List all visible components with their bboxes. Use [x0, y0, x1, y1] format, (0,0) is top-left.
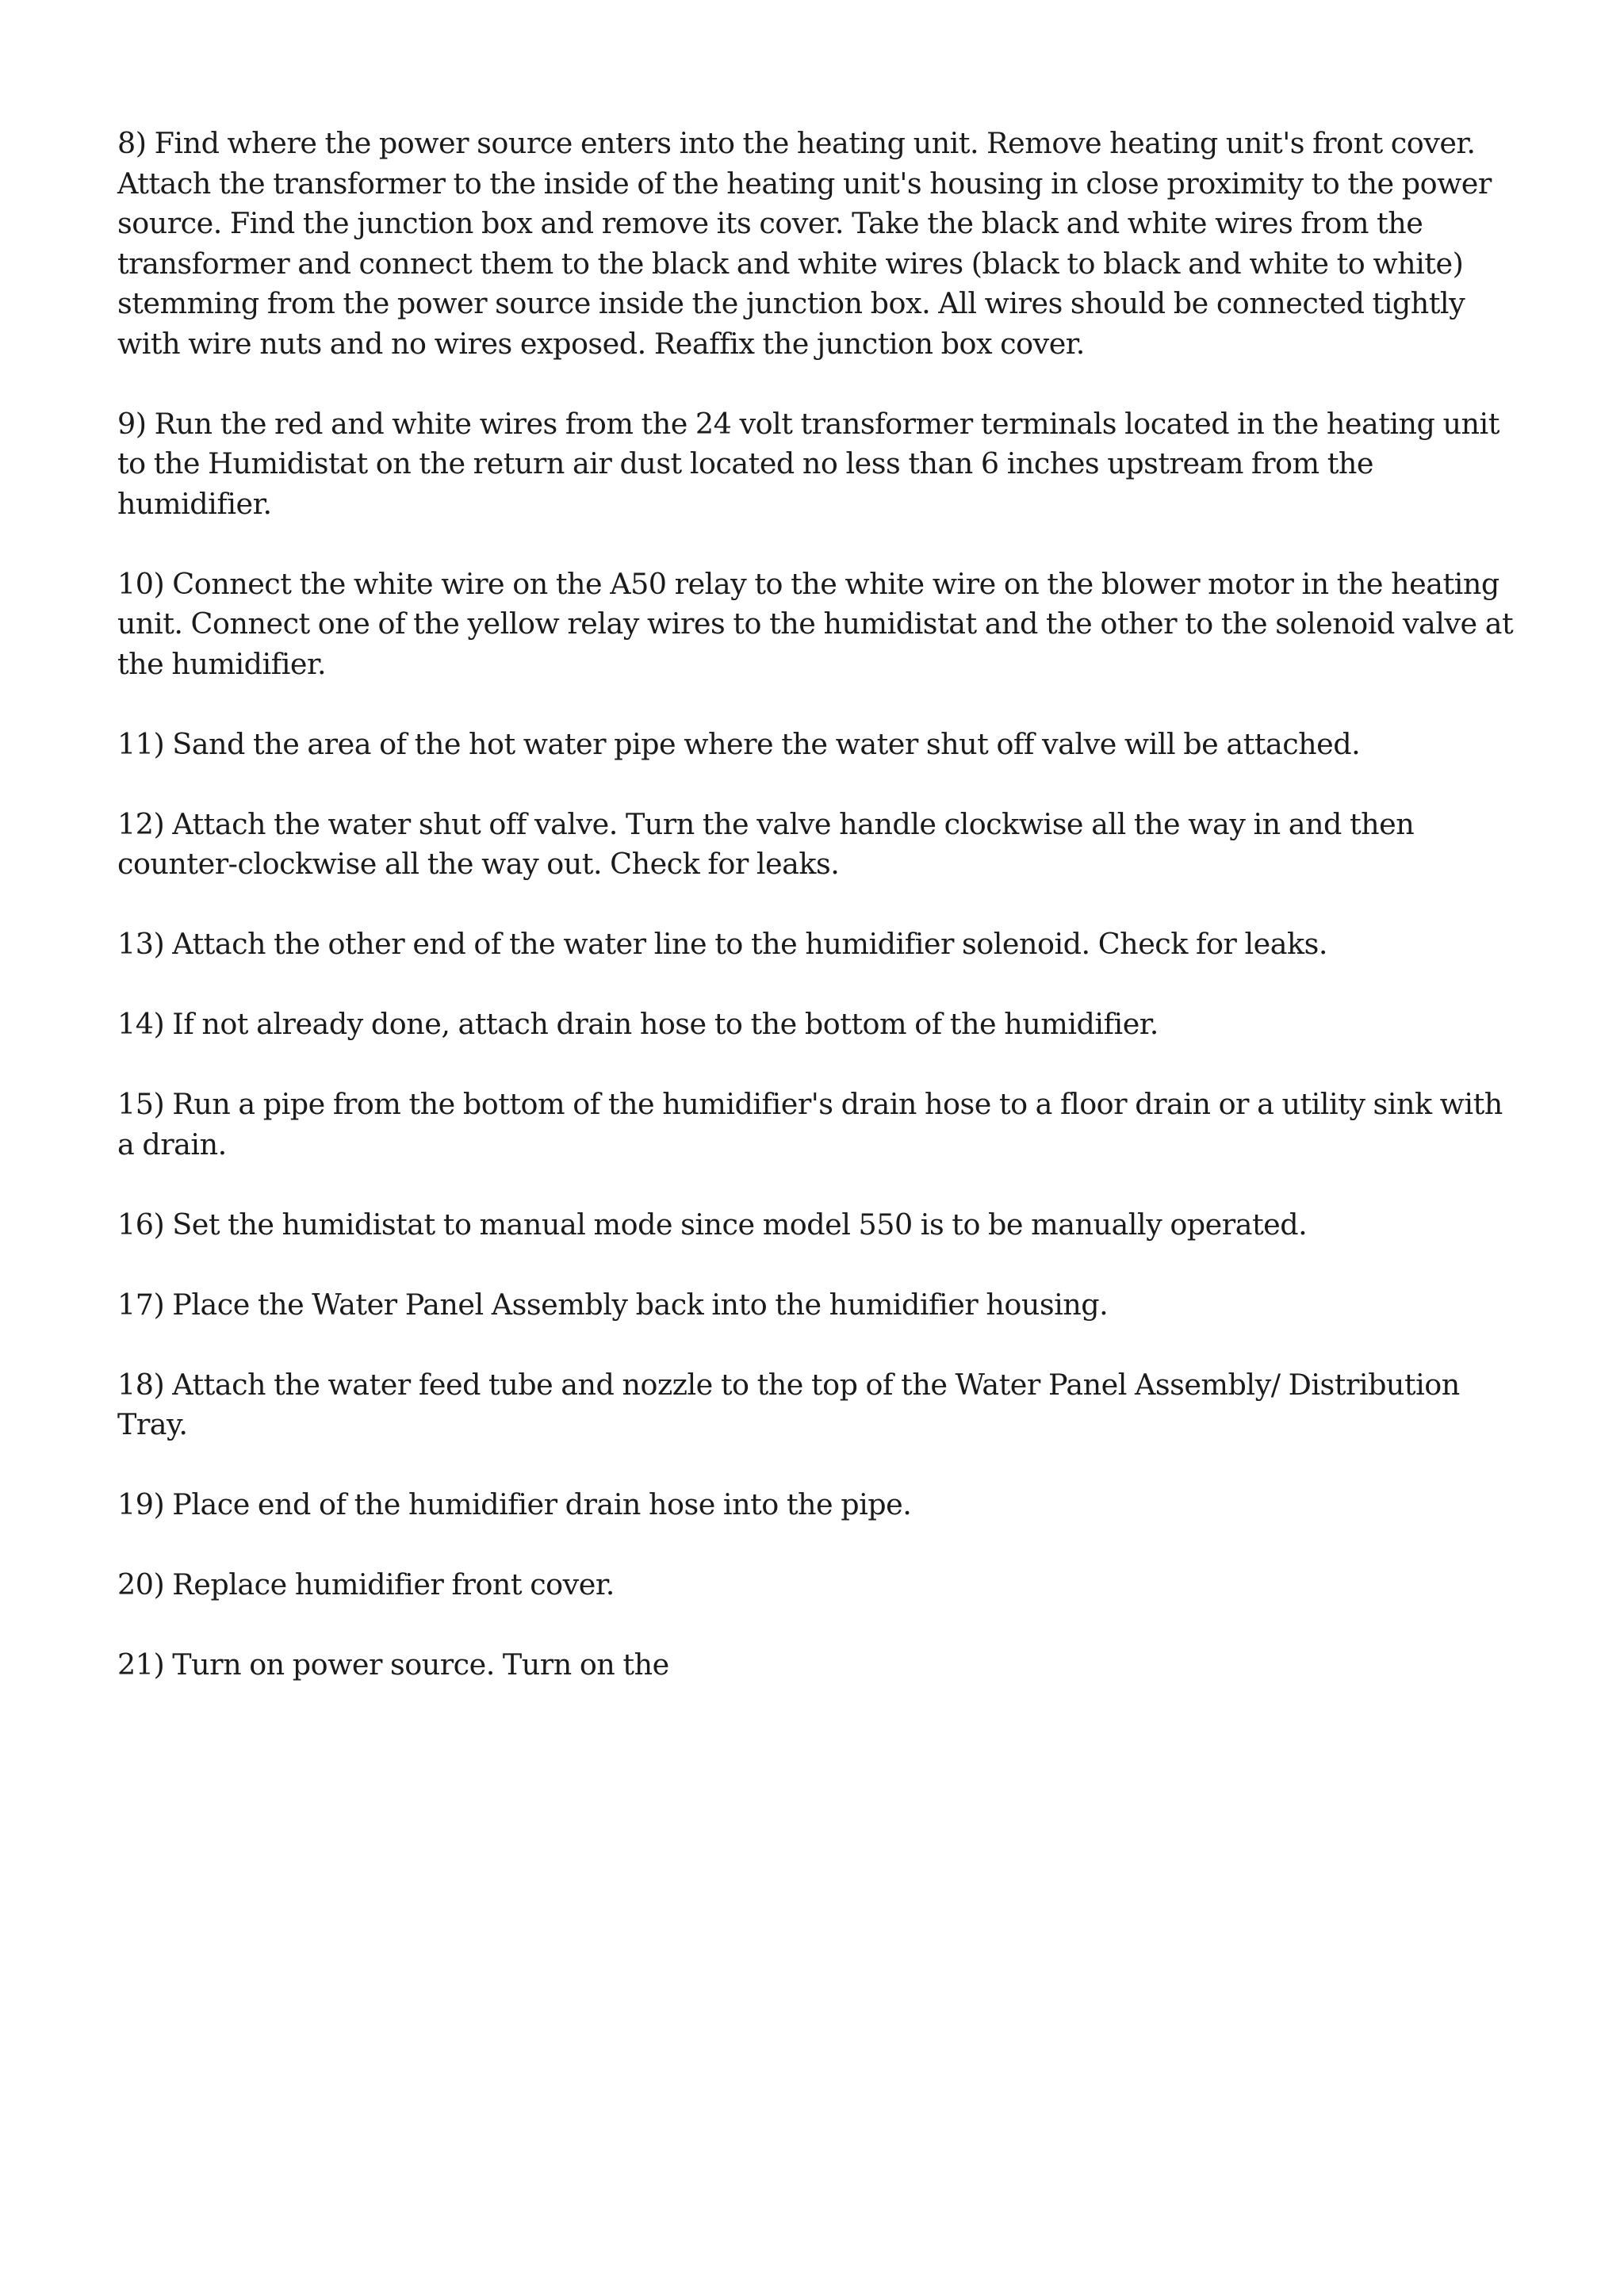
- step-16: 16) Set the humidistat to manual mode since model 550 is to be manually operated.: [117, 1207, 1308, 1242]
- instructions-body: [117, 124, 1521, 1725]
- step-20: 20) Replace humidifier front cover.: [117, 1567, 615, 1601]
- step-10: 10) Connect the white wire on the A50 relay to the white wire on the blower motor in the heating unit. Connect one of the yellow relay wires to the humidistat and the other to the solenoid valve at the humidifier.: [117, 566, 1514, 681]
- step-21: 21) Turn on power source. Turn on the: [117, 1647, 669, 1682]
- step-18: 18) Attach the water feed tube and nozzle to the top of the Water Panel Assembly/ Distribution Tray.: [117, 1367, 1460, 1441]
- step-19: 19) Place end of the humidifier drain hose into the pipe.: [117, 1487, 912, 1521]
- step-8: 8) Find where the power source enters into the heating unit. Remove heating unit's front cover. Attach the transformer to the inside of the heating unit's housing in close proximity to the power source. Find the junction box and remove its cover. Take the black and white wires from the transformer and connect them to the black and white wires (black to black and white to white) stemming from the power source inside the junction box. All wires should be connected tightly with wire nuts and no wires exposed. Reaffix the junction box cover.: [117, 126, 1492, 361]
- step-13: 13) Attach the other end of the water line to the humidifier solenoid. Check for leaks.: [117, 927, 1327, 961]
- step-9: 9) Run the red and white wires from the 24 volt transformer terminals located in the heating unit to the Humidistat on the return air dust located no less than 6 inches upstream from the humidifier.: [117, 406, 1500, 521]
- step-17: 17) Place the Water Panel Assembly back into the humidifier housing.: [117, 1287, 1109, 1322]
- step-14: 14) If not already done, attach drain hose to the bottom of the humidifier.: [117, 1007, 1159, 1041]
- step-15: 15) Run a pipe from the bottom of the humidifier's drain hose to a floor drain or a utility sink with a drain.: [117, 1087, 1503, 1161]
- step-11: 11) Sand the area of the hot water pipe where the water shut off valve will be attached.: [117, 726, 1361, 761]
- step-12: 12) Attach the water shut off valve. Turn the valve handle clockwise all the way in and then counter-clockwise all the way out. Check for leaks.: [117, 806, 1415, 881]
